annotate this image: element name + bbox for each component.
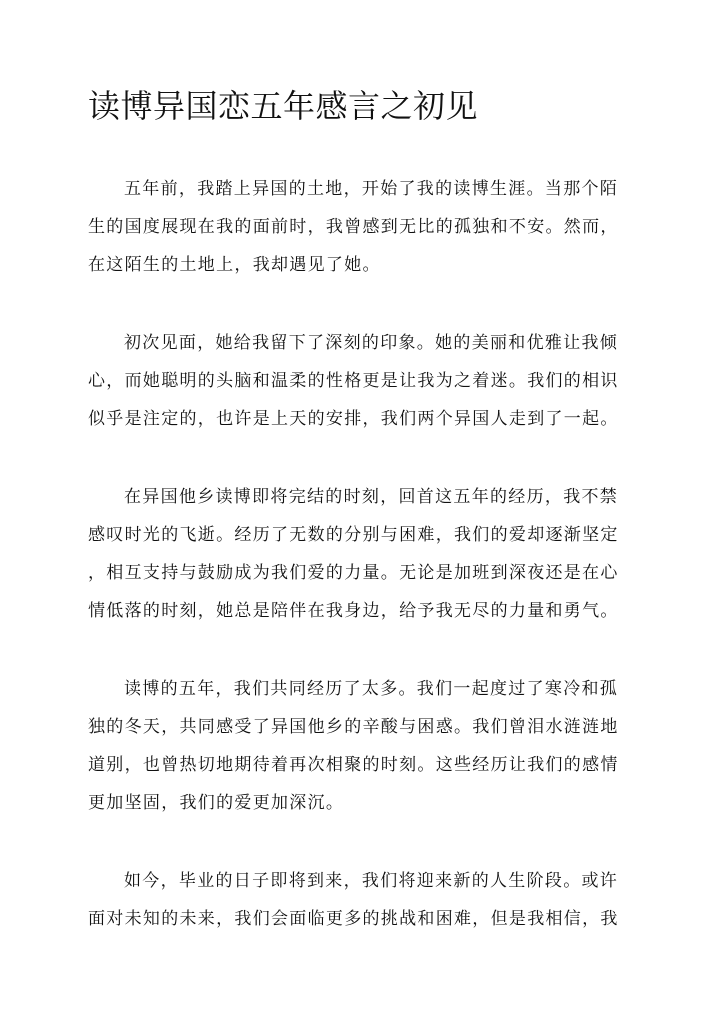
text-line: 心，而她聪明的头脑和温柔的性格更是让我为之着迷。我们的相识 xyxy=(88,371,619,391)
text-line: 初次见面，她给我留下了深刻的印象。她的美丽和优雅让我倾 xyxy=(124,333,619,353)
paragraph xyxy=(88,478,632,630)
document-title: 读博异国恋五年感言之初见 xyxy=(88,87,479,125)
text-line: 如今，毕业的日子即将到来，我们将迎来新的人生阶段。或许 xyxy=(124,871,619,891)
paragraph xyxy=(88,862,632,938)
paragraph xyxy=(88,670,632,822)
text-line: 读博的五年，我们共同经历了太多。我们一起度过了寒冷和孤 xyxy=(124,679,619,699)
text-line: ，相互支持与鼓励成为我们爱的力量。无论是加班到深夜还是在心 xyxy=(88,563,619,583)
text-line: 面对未知的未来，我们会面临更多的挑战和困难，但是我相信，我 xyxy=(88,909,619,929)
text-line: 独的冬天，共同感受了异国他乡的辛酸与困惑。我们曾泪水涟涟地 xyxy=(88,717,619,737)
text-line: 似乎是注定的，也许是上天的安排，我们两个异国人走到了一起。 xyxy=(88,409,619,429)
text-line: 更加坚固，我们的爱更加深沉。 xyxy=(88,793,345,813)
text-line: 生的国度展现在我的面前时，我曾感到无比的孤独和不安。然而， xyxy=(88,217,619,237)
text-line: 情低落的时刻，她总是陪伴在我身边，给予我无尽的力量和勇气。 xyxy=(88,601,619,621)
document-body xyxy=(88,170,632,978)
text-line: 道别，也曾热切地期待着再次相聚的时刻。这些经历让我们的感情 xyxy=(88,755,619,775)
paragraph xyxy=(88,324,632,438)
text-line: 五年前，我踏上异国的土地，开始了我的读博生涯。当那个陌 xyxy=(124,179,619,199)
text-line: 在异国他乡读博即将完结的时刻，回首这五年的经历，我不禁 xyxy=(124,487,619,507)
paragraph xyxy=(88,170,632,284)
text-line: 在这陌生的土地上，我却遇见了她。 xyxy=(88,255,381,275)
text-line: 感叹时光的飞逝。经历了无数的分别与困难，我们的爱却逐渐坚定 xyxy=(88,525,619,545)
